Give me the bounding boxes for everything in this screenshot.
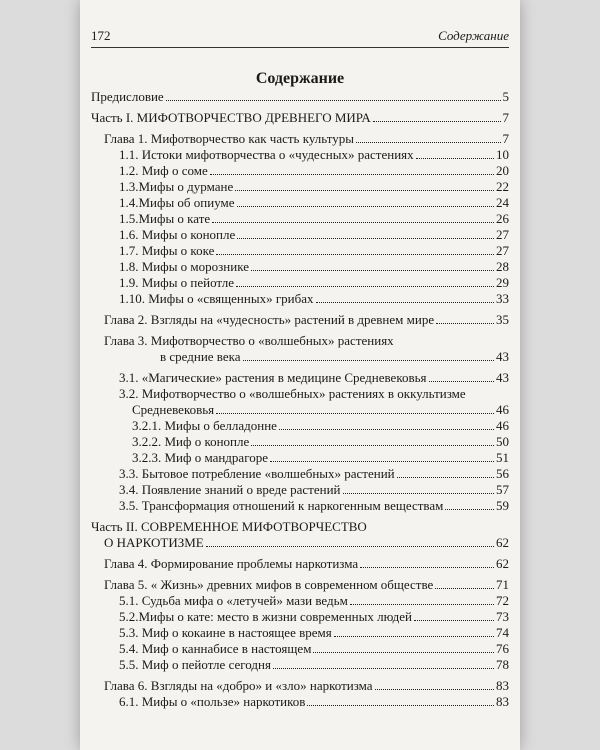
- running-header: [91, 28, 509, 46]
- toc-entry-chapter-2[interactable]: Глава 2. Взгляды на «чудесность» растений в древнем мире 35: [104, 312, 509, 327]
- toc-entry-section-1-5[interactable]: 1.5.Мифы о кате 26: [119, 211, 509, 226]
- toc-entry-section-3-1[interactable]: 3.1. «Магические» растения в медицине Средневековья 43: [119, 370, 509, 385]
- running-title: Содержание: [438, 28, 509, 43]
- toc-entry-section-3-2-3[interactable]: 3.2.3. Миф о мандрагоре 51: [132, 450, 509, 465]
- book-page: [80, 0, 520, 750]
- toc-entry-section-1-6[interactable]: 1.6. Мифы о конопле 27: [119, 227, 509, 242]
- toc-entry-section-1-10[interactable]: 1.10. Мифы о «священных» грибах 33: [119, 291, 509, 306]
- page-number: 172: [91, 28, 111, 43]
- toc-entry-section-5-3[interactable]: 5.3. Миф о кокаине в настоящее время 74: [119, 625, 509, 640]
- toc-entry-chapter-1[interactable]: Глава 1. Мифотворчество как часть культуры 7: [104, 131, 509, 146]
- toc-entry-chapter-6[interactable]: Глава 6. Взгляды на «добро» и «зло» наркотизма 83: [104, 678, 509, 693]
- toc-entry-section-5-1[interactable]: 5.1. Судьба мифа о «летучей» мази ведьм 72: [119, 593, 509, 608]
- toc-entry-section-5-2[interactable]: 5.2.Мифы о кате: место в жизни современных людей 73: [119, 609, 509, 624]
- toc-entry-section-3-2-2[interactable]: 3.2.2. Миф о конопле 50: [132, 434, 509, 449]
- toc-entry-part-2[interactable]: О НАРКОТИЗМЕ 62: [104, 535, 509, 550]
- table-of-contents: [91, 89, 509, 710]
- toc-entry-preface[interactable]: Предисловие 5: [91, 89, 509, 104]
- toc-entry-section-5-5[interactable]: 5.5. Миф о пейотле сегодня 78: [119, 657, 509, 672]
- toc-entry-section-1-2[interactable]: 1.2. Миф о соме 20: [119, 163, 509, 178]
- toc-entry-section-1-8[interactable]: 1.8. Мифы о морознике 28: [119, 259, 509, 274]
- toc-entry-section-3-2-line-1[interactable]: 3.2. Мифотворчество о «волшебных» растениях в оккультизме: [119, 386, 466, 401]
- toc-entry-section-3-2-1[interactable]: 3.2.1. Мифы о белладонне 46: [132, 418, 509, 433]
- toc-entry-section-3-2[interactable]: Средневековья 46: [132, 402, 509, 417]
- toc-entry-section-1-4[interactable]: 1.4.Мифы об опиуме 24: [119, 195, 509, 210]
- page-title: Содержание: [255, 70, 345, 87]
- toc-entry-section-3-3[interactable]: 3.3. Бытовое потребление «волшебных» растений 56: [119, 466, 509, 481]
- header-rule: [91, 47, 509, 48]
- toc-entry-chapter-3[interactable]: в средние века 43: [160, 349, 509, 364]
- toc-entry-chapter-3-line-1[interactable]: Глава 3. Мифотворчество о «волшебных» растениях: [104, 333, 394, 348]
- toc-entry-section-1-7[interactable]: 1.7. Мифы о коке 27: [119, 243, 509, 258]
- toc-entry-section-1-9[interactable]: 1.9. Мифы о пейотле 29: [119, 275, 509, 290]
- toc-entry-section-5-4[interactable]: 5.4. Миф о каннабисе в настоящем 76: [119, 641, 509, 656]
- toc-entry-section-3-4[interactable]: 3.4. Появление знаний о вреде растений 57: [119, 482, 509, 497]
- toc-entry-chapter-4[interactable]: Глава 4. Формирование проблемы наркотизма 62: [104, 556, 509, 571]
- toc-entry-chapter-5[interactable]: Глава 5. « Жизнь» древних мифов в современном обществе 71: [104, 577, 509, 592]
- toc-entry-part-1[interactable]: Часть I. МИФОТВОРЧЕСТВО ДРЕВНЕГО МИРА 7: [91, 110, 509, 125]
- toc-entry-section-6-1[interactable]: 6.1. Мифы о «пользе» наркотиков 83: [119, 694, 509, 709]
- toc-entry-section-3-5[interactable]: 3.5. Трансформация отношений к наркогенным веществам 59: [119, 498, 509, 513]
- toc-entry-section-1-1[interactable]: 1.1. Истоки мифотворчества о «чудесных» растениях 10: [119, 147, 509, 162]
- toc-entry-section-1-3[interactable]: 1.3.Мифы о дурмане 22: [119, 179, 509, 194]
- toc-entry-part-2-line-1[interactable]: Часть II. СОВРЕМЕННОЕ МИФОТВОРЧЕСТВО: [91, 519, 367, 534]
